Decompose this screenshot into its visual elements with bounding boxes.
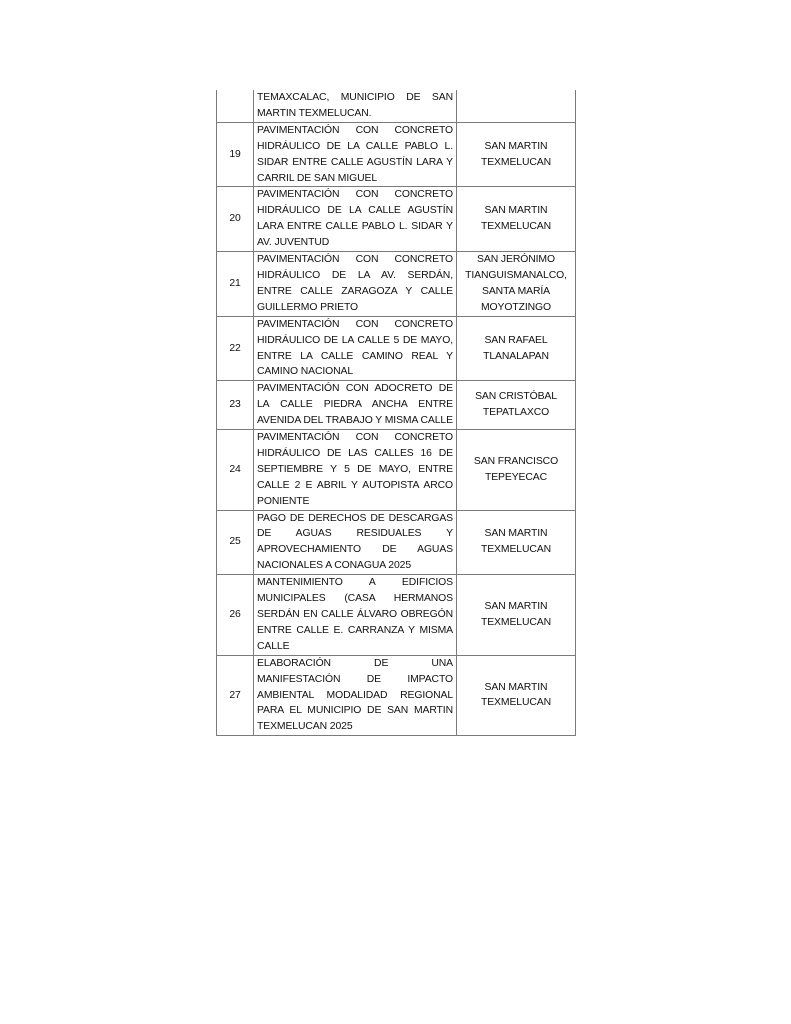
row-description: ELABORACIÓN DE UNA MANIFESTACIÓN DE IMPACTO AMBIENTAL MODALIDAD REGIONAL PARA EL MUNICIPIO DE SAN MARTIN TEXMELUCAN 2025 (254, 655, 457, 736)
row-location: SAN MARTIN TEXMELUCAN (457, 655, 576, 736)
row-location: SAN CRISTÓBAL TEPATLAXCO (457, 381, 576, 430)
row-description: PAVIMENTACIÓN CON CONCRETO HIDRÁULICO DE LA CALLE 5 DE MAYO, ENTRE LA CALLE CAMINO REAL Y CAMINO NACIONAL (254, 316, 457, 381)
row-description: MANTENIMIENTO A EDIFICIOS MUNICIPALES (CASA HERMANOS SERDÁN EN CALLE ÁLVARO OBREGÓN ENTRE CALLE E. CARRANZA Y MISMA CALLE (254, 575, 457, 656)
row-location: SAN JERÓNIMO TIANGUISMANALCO, SANTA MARÍA MOYOTZINGO (457, 252, 576, 317)
row-location: SAN RAFAEL TLANALAPAN (457, 316, 576, 381)
row-location: SAN MARTIN TEXMELUCAN (457, 575, 576, 656)
table-row (217, 655, 576, 736)
row-number: 27 (217, 655, 254, 736)
table-row (217, 430, 576, 511)
row-description: PAVIMENTACIÓN CON CONCRETO HIDRÁULICO DE LAS CALLES 16 DE SEPTIEMBRE Y 5 DE MAYO, ENTRE CALLE 2 E ABRIL Y AUTOPISTA ARCO PONIENTE (254, 430, 457, 511)
table-row (217, 252, 576, 317)
row-number: 25 (217, 510, 254, 575)
row-number: 23 (217, 381, 254, 430)
row-location: SAN MARTIN TEXMELUCAN (457, 122, 576, 187)
table-row (217, 90, 576, 122)
row-location (457, 90, 576, 122)
row-description: PAGO DE DERECHOS DE DESCARGAS DE AGUAS RESIDUALES Y APROVECHAMIENTO DE AGUAS NACIONALES A CONAGUA 2025 (254, 510, 457, 575)
table-row (217, 122, 576, 187)
row-number: 26 (217, 575, 254, 656)
row-number: 19 (217, 122, 254, 187)
table-row (217, 575, 576, 656)
row-location: SAN MARTIN TEXMELUCAN (457, 187, 576, 252)
row-number: 21 (217, 252, 254, 317)
row-number (217, 90, 254, 122)
row-description: PAVIMENTACIÓN CON CONCRETO HIDRÁULICO DE LA AV. SERDÁN, ENTRE CALLE ZARAGOZA Y CALLE GUILLERMO PRIETO (254, 252, 457, 317)
row-number: 24 (217, 430, 254, 511)
row-description: PAVIMENTACIÓN CON CONCRETO HIDRÁULICO DE LA CALLE PABLO L. SIDAR ENTRE CALLE AGUSTÍN LARA Y CARRIL DE SAN MIGUEL (254, 122, 457, 187)
row-location: SAN MARTIN TEXMELUCAN (457, 510, 576, 575)
row-description: TEMAXCALAC, MUNICIPIO DE SAN MARTIN TEXMELUCAN. (254, 90, 457, 122)
table-row (217, 510, 576, 575)
table-row (217, 187, 576, 252)
row-number: 22 (217, 316, 254, 381)
row-description: PAVIMENTACIÓN CON ADOCRETO DE LA CALLE PIEDRA ANCHA ENTRE AVENIDA DEL TRABAJO Y MISMA CALLE (254, 381, 457, 430)
row-description: PAVIMENTACIÓN CON CONCRETO HIDRÁULICO DE LA CALLE AGUSTÍN LARA ENTRE CALLE PABLO L. SIDAR Y AV. JUVENTUD (254, 187, 457, 252)
table-row (217, 381, 576, 430)
public-works-table (216, 90, 576, 736)
table-row (217, 316, 576, 381)
row-location: SAN FRANCISCO TEPEYECAC (457, 430, 576, 511)
row-number: 20 (217, 187, 254, 252)
